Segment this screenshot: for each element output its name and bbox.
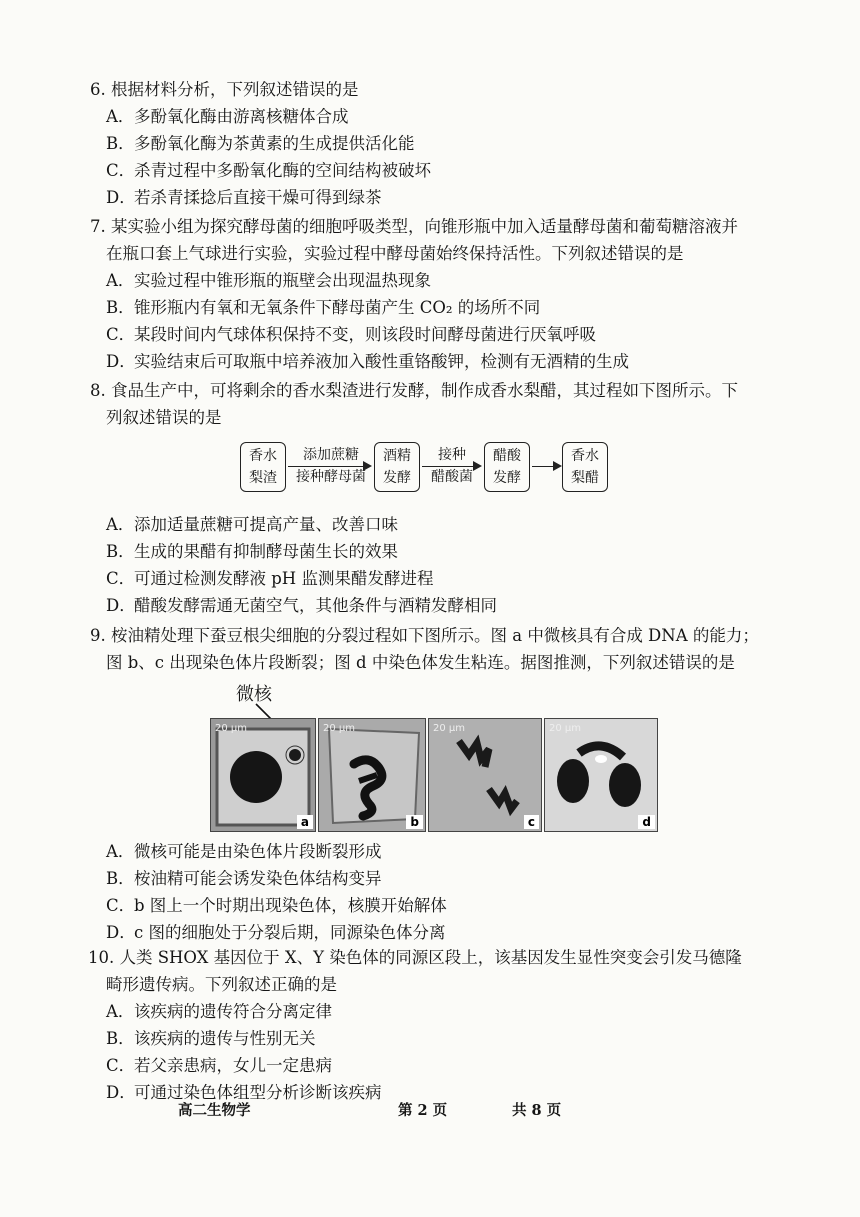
option-6c: C．杀青过程中多酚氧化酶的空间结构被破坏 [106, 161, 431, 180]
footer-page-number: 第 2 页 [398, 1102, 448, 1119]
arrow-right-icon [288, 466, 370, 467]
footer-subject: 高二生物学 [178, 1102, 251, 1119]
question-9-stem-1: 9. 桉油精处理下蚕豆根尖细胞的分裂过程如下图所示。图 a 中微核具有合成 DNA 的能力； [90, 626, 759, 645]
option-6b: B．多酚氧化酶为茶黄素的生成提供活化能 [106, 134, 415, 153]
scale-bar-label: 20 μm [549, 723, 582, 734]
option-7b: B．锥形瓶内有氧和无氧条件下酵母菌产生 CO₂ 的场所不同 [106, 298, 541, 317]
micrograph-a [210, 718, 316, 832]
micronucleus-label: 微核 [236, 684, 272, 705]
flow-box-alcohol-fermentation: 酒精 发酵 [374, 442, 420, 492]
scale-bar-label: 20 μm [215, 723, 248, 734]
arrow-right-icon [422, 466, 480, 467]
question-7-stem-2: 在瓶口套上气球进行实验，实验过程中酵母菌始终保持活性。下列叙述错误的是 [106, 244, 684, 263]
question-8 [90, 377, 738, 431]
arrow-right-icon [532, 466, 560, 467]
option-7a: A．实验过程中锥形瓶的瓶壁会出现温热现象 [106, 271, 431, 290]
question-8-stem-2: 列叙述错误的是 [106, 408, 222, 427]
question-7 [90, 213, 738, 375]
flow-box-pear-vinegar: 香水 梨醋 [562, 442, 608, 492]
option-6d: D．若杀青揉捻后直接干燥可得到绿茶 [106, 188, 382, 207]
option-8b: B．生成的果醋有抑制酵母菌生长的效果 [106, 542, 398, 561]
question-6-stem: 6. 根据材料分析，下列叙述错误的是 [90, 80, 359, 99]
option-7c: C．某段时间内气球体积保持不变，则该段时间酵母菌进行厌氧呼吸 [106, 325, 596, 344]
question-8-stem-1: 8. 食品生产中，可将剩余的香水梨渣进行发酵，制作成香水梨醋，其过程如下图所示。下 [90, 381, 738, 400]
footer-total-pages: 共 8 页 [512, 1102, 562, 1119]
option-9a: A．微核可能是由染色体片段断裂形成 [106, 842, 382, 861]
question-8-options [90, 511, 497, 619]
flow-label-2: 接种 醋酸菌 [431, 447, 473, 485]
micrograph-tag: b [406, 815, 423, 829]
scale-bar-label: 20 μm [433, 723, 466, 734]
question-10-stem-2: 畸形遗传病。下列叙述正确的是 [106, 975, 337, 994]
question-6 [90, 76, 431, 211]
scale-bar-label: 20 μm [323, 723, 356, 734]
option-8d: D．醋酸发酵需通无菌空气，其他条件与酒精发酵相同 [106, 596, 497, 615]
option-9c: C．b 图上一个时期出现染色体，核膜开始解体 [106, 896, 447, 915]
flow-label-1: 添加蔗糖 接种酵母菌 [296, 447, 366, 485]
option-10a: A．该疾病的遗传符合分离定律 [106, 1002, 332, 1021]
question-10 [88, 944, 742, 1106]
option-10c: C．若父亲患病，女儿一定患病 [106, 1056, 332, 1075]
question-7-stem-1: 7. 某实验小组为探究酵母菌的细胞呼吸类型，向锥形瓶中加入适量酵母菌和葡萄糖溶液并 [90, 217, 738, 236]
flow-box-acetic-fermentation: 醋酸 发酵 [484, 442, 530, 492]
option-10b: B．该疾病的遗传与性别无关 [106, 1029, 316, 1048]
micrograph-tag: d [638, 815, 655, 829]
question-9-options [90, 838, 447, 946]
micrograph-row [210, 718, 656, 830]
option-10d: D．可通过染色体组型分析诊断该疾病 [106, 1083, 382, 1102]
option-9d: D．c 图的细胞处于分裂后期，同源染色体分离 [106, 923, 446, 942]
question-9-stem-2: 图 b、c 出现染色体片段断裂；图 d 中染色体发生粘连。据图推测，下列叙述错误的是 [106, 653, 735, 672]
micrograph-b [318, 718, 426, 832]
question-9 [90, 622, 759, 676]
micrograph-c [428, 718, 542, 832]
fermentation-flow-diagram [240, 442, 620, 496]
micrograph-d [544, 718, 658, 832]
option-7d: D．实验结束后可取瓶中培养液加入酸性重铬酸钾，检测有无酒精的生成 [106, 352, 629, 371]
option-8c: C．可通过检测发酵液 pH 监测果醋发酵进程 [106, 569, 434, 588]
micrograph-tag: a [297, 815, 313, 829]
flow-box-pear-residue: 香水 梨渣 [240, 442, 286, 492]
option-8a: A．添加适量蔗糖可提高产量、改善口味 [106, 515, 398, 534]
option-9b: B．桉油精可能会诱发染色体结构变异 [106, 869, 382, 888]
micrograph-tag: c [524, 815, 539, 829]
question-10-stem-1: 10. 人类 SHOX 基因位于 X、Y 染色体的同源区段上，该基因发生显性突变会引发马德隆 [88, 948, 742, 967]
option-6a: A．多酚氧化酶由游离核糖体合成 [106, 107, 349, 126]
